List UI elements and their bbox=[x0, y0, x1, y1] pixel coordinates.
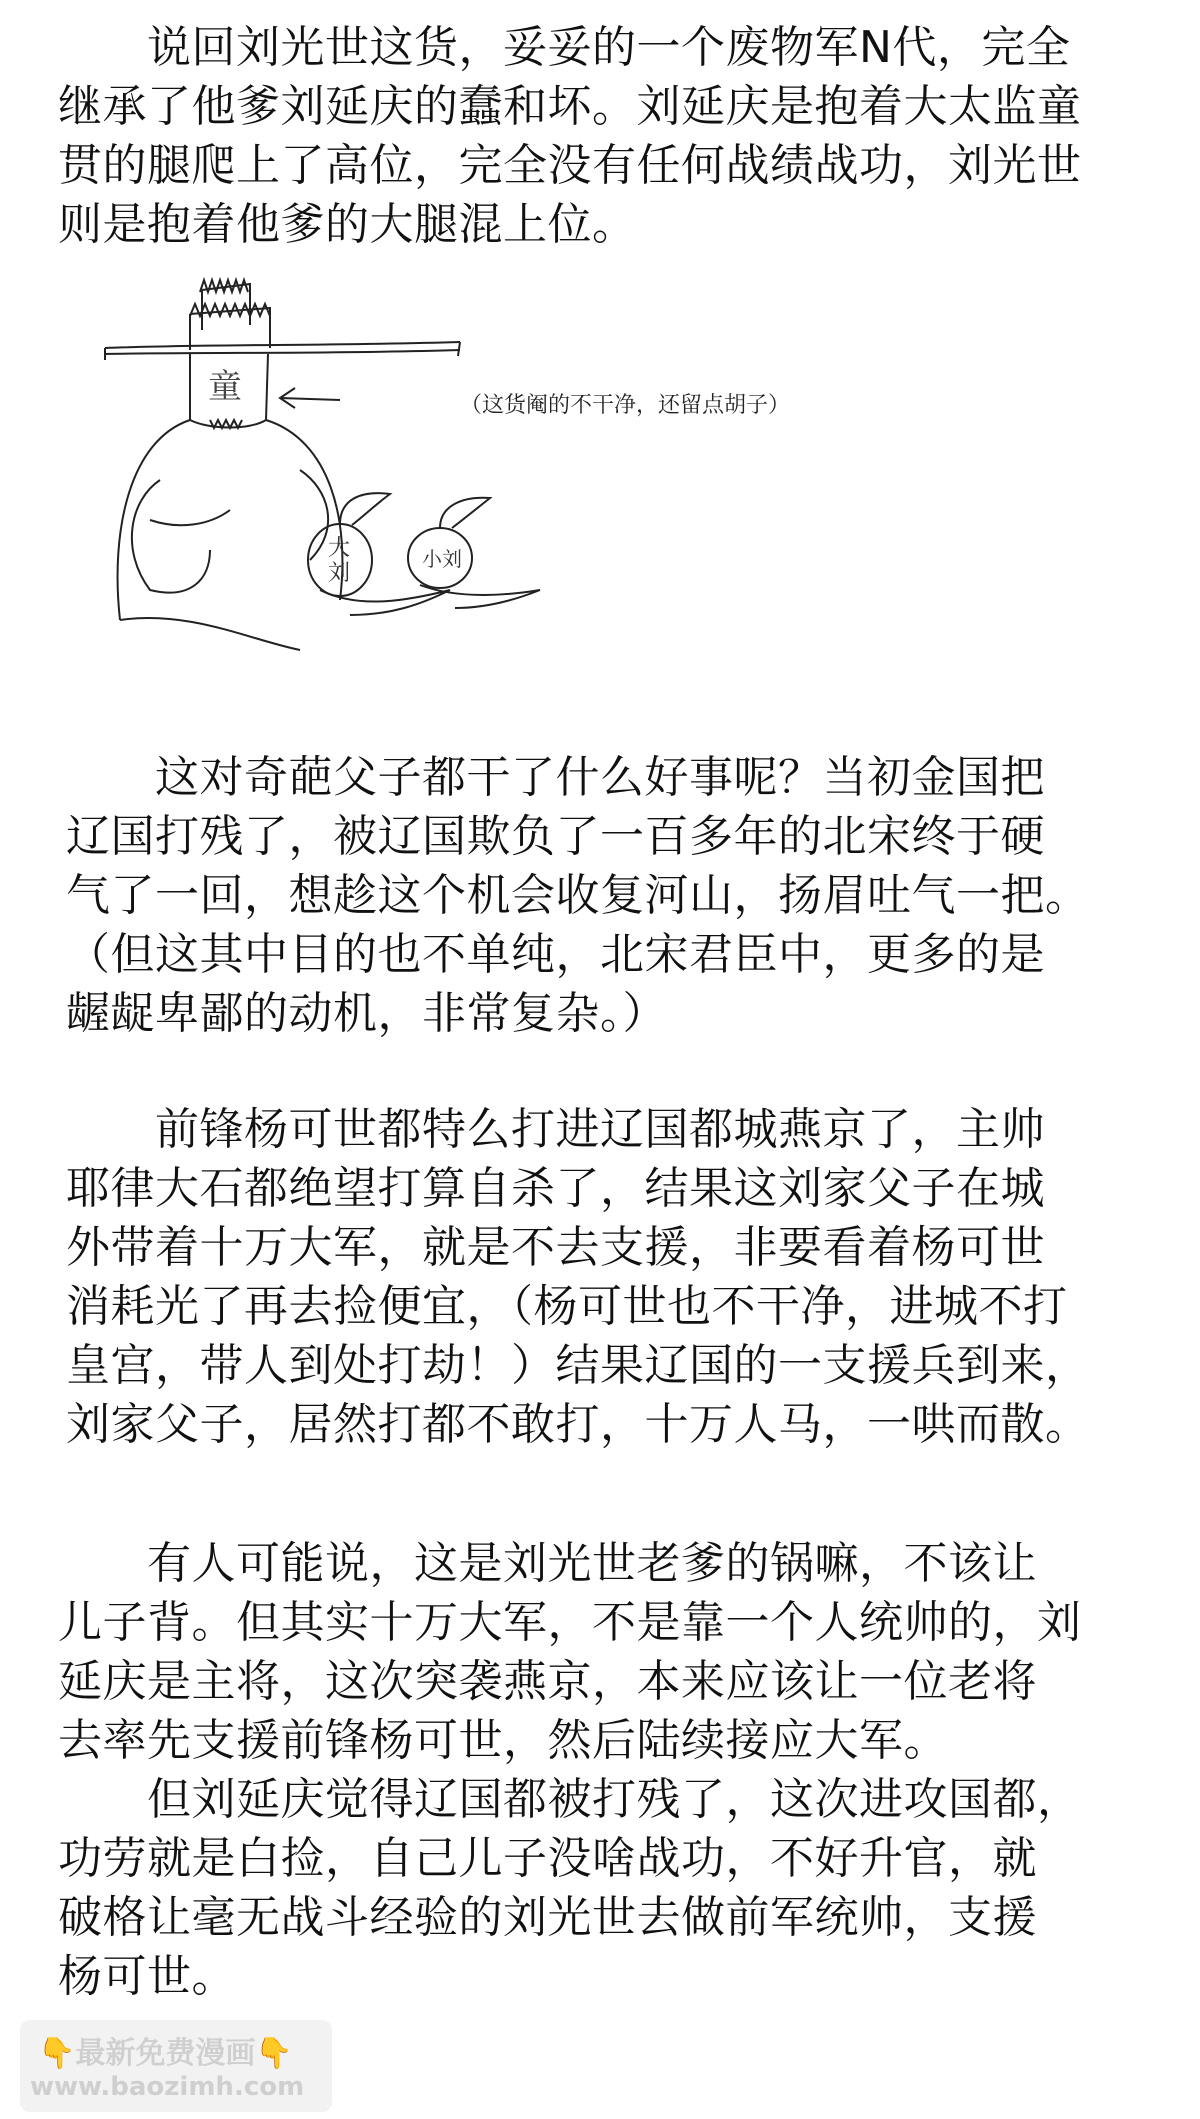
paragraph-3: 前锋杨可世都特么打进辽国都城燕京了，主帅 耶律大石都绝望打算自杀了，结果这刘家父子在城 外带着十万大军，就是不去支援，非要看着杨可世 消耗光了再去捡便宜，（杨可世也不干净，进城不打 皇宫，带人到处打劫！）结果辽国的一支援兵到来， 刘家父子，居然打都不敢打，十万人马，一哄而散。 bbox=[66, 1104, 1090, 1450]
son2-label: 小刘 bbox=[422, 547, 462, 571]
pointing-down-icon: 👇 bbox=[38, 2036, 76, 2071]
pointing-down-icon: 👇 bbox=[255, 2036, 293, 2071]
paragraph-4: 有人可能说，这是刘光世老爹的锅嘛，不该让 儿子背。但其实十万大军，不是靠一个人统帅的，刘 延庆是主将，这次突袭燕京，本来应该让一位老将 去率先支援前锋杨可世，然后陆续接应大军。 但刘延庆觉得辽国都被打残了，这次进攻国都， 功劳就是白捡，自己儿子没啥战功，不好升官，就 破格让毫无战斗经验的刘光世去做前军统帅，支援 杨可世。 bbox=[58, 1538, 1082, 2002]
paragraph-1: 说回刘光世这货，妥妥的一个废物军N代，完全 继承了他爹刘延庆的蠢和坏。刘延庆是抱着大太监童 贯的腿爬上了高位，完全没有任何战绩战功，刘光世 则是抱着他爹的大腿混上位。 bbox=[58, 22, 1082, 250]
watermark-text: 最新免费漫画 bbox=[75, 2036, 256, 2071]
son-label-1: 大 bbox=[328, 536, 351, 561]
eunuch-sketch bbox=[90, 270, 850, 670]
watermark-url[interactable]: www.baozimh.com bbox=[30, 2072, 305, 2102]
hat-label: 童 bbox=[208, 367, 242, 407]
watermark-title bbox=[38, 2028, 293, 2072]
watermark-badge[interactable] bbox=[20, 2020, 332, 2112]
son-label-2: 刘 bbox=[328, 561, 351, 586]
sketch-illustration bbox=[90, 270, 850, 670]
illustration-caption: （这货阉的不干净，还留点胡子） bbox=[460, 393, 791, 418]
paragraph-2: 这对奇葩父子都干了什么好事呢？当初金国把 辽国打残了，被辽国欺负了一百多年的北宋终于硬 气了一回，想趁这个机会收复河山，扬眉吐气一把。 （但这其中目的也不单纯，北宋君臣中，更多的是 龌龊卑鄙的动机，非常复杂。） bbox=[66, 752, 1090, 1039]
